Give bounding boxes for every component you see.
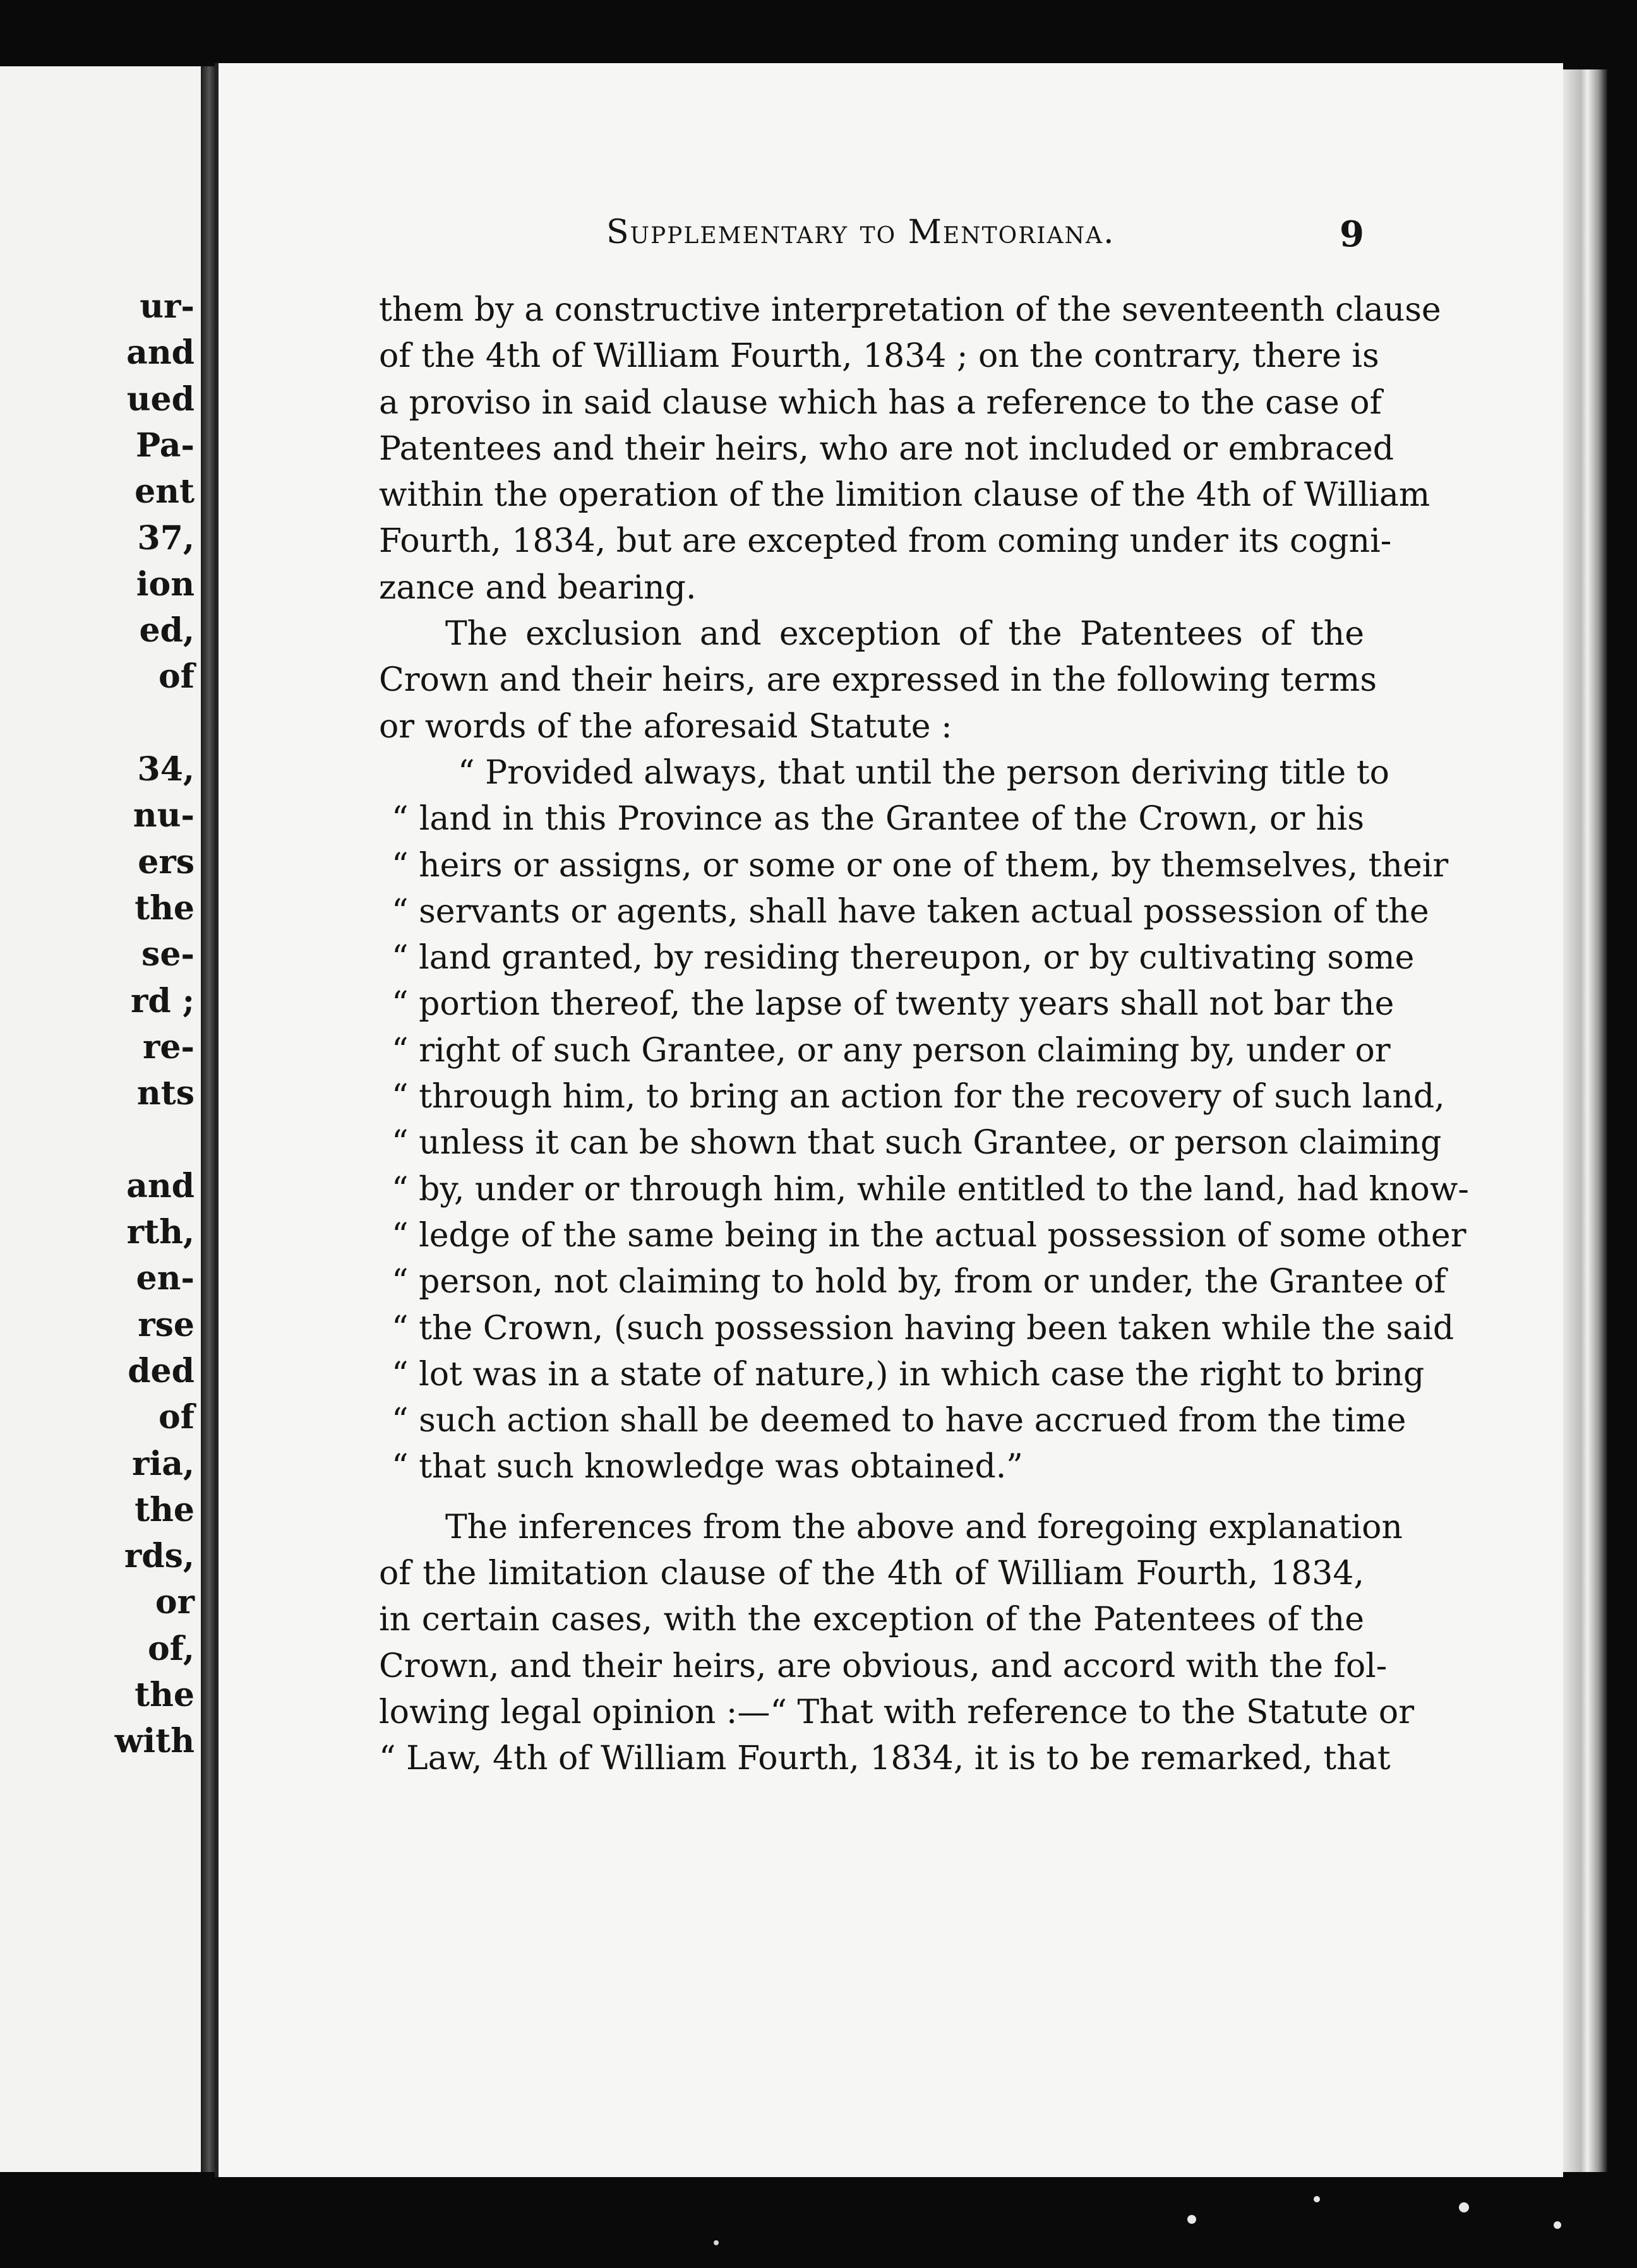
facing-page-fragment: ed,: [139, 611, 195, 650]
facing-page-fragment: en-: [136, 1259, 195, 1298]
text-line: The inferences from the above and foregoing explanation: [445, 1508, 1403, 1546]
facing-page-fragment: ers: [138, 842, 195, 881]
text-line: lowing legal opinion :—“ That with reference to the Statute or: [379, 1693, 1415, 1731]
statute-quotation: [379, 750, 1469, 1491]
facing-page-fragment: rth,: [126, 1213, 195, 1251]
book-gutter: [201, 66, 215, 2172]
facing-page-fragment: the: [135, 1490, 195, 1529]
paragraph-1: [379, 287, 1441, 611]
facing-page-fragment: of: [158, 1398, 195, 1437]
quote-line: “ Provided always, that until the person deriving title to: [458, 753, 1389, 792]
text-line: The exclusion and exception of the Patentees of the: [445, 615, 1364, 654]
page-number: 9: [1340, 213, 1364, 255]
text-line: zance and bearing.: [379, 568, 697, 607]
text-line: them by a constructive interpretation of the seventeenth clause: [379, 291, 1441, 329]
quote-line: “ land in this Province as the Grantee of the Crown, or his: [392, 800, 1364, 839]
running-title: Supplementary to Mentoriana.: [606, 213, 1115, 251]
text-line: “ Law, 4th of William Fourth, 1834, it is to be remarked, that: [379, 1740, 1391, 1778]
facing-page-fragment: ria,: [132, 1444, 195, 1483]
facing-page-fragment: and: [126, 1166, 195, 1205]
facing-page-fragment: 34,: [137, 750, 195, 789]
text-line: of the limitation clause of the 4th of William Fourth, 1834,: [379, 1555, 1364, 1593]
facing-page-fragment: nts: [136, 1074, 195, 1113]
quote-line: “ ledge of the same being in the actual possession of some other: [392, 1216, 1466, 1255]
text-line: Patentees and their heirs, who are not included or embraced: [379, 429, 1394, 468]
page-edge: [1563, 69, 1607, 2172]
facing-page-fragment: of,: [147, 1629, 195, 1668]
page-header: [379, 213, 1364, 258]
quote-line: “ lot was in a state of nature,) in which case the right to bring: [392, 1355, 1425, 1394]
quote-line: “ by, under or through him, while entitled to the land, had know-: [392, 1170, 1469, 1209]
quote-line: “ person, not claiming to hold by, from or under, the Grantee of: [392, 1263, 1446, 1301]
text-line: Crown, and their heirs, are obvious, and accord with the fol-: [379, 1647, 1388, 1685]
facing-page-fragment: ent: [135, 472, 195, 511]
facing-page-fragment: ion: [136, 564, 195, 604]
facing-page-fragment: 37,: [137, 518, 195, 558]
text-line: in certain cases, with the exception of the Patentees of the: [379, 1601, 1364, 1639]
quote-line: “ right of such Grantee, or any person claiming by, under or: [392, 1031, 1391, 1070]
facing-page-text: [0, 66, 201, 2172]
text-line: within the operation of the limition clause of the 4th of William: [379, 476, 1430, 515]
facing-page-fragment: nu-: [133, 796, 195, 835]
facing-page-fragment: the: [135, 1676, 195, 1714]
text-line: or words of the aforesaid Statute :: [379, 707, 952, 746]
paragraph-3: [379, 1505, 1415, 1782]
facing-page-fragment: the: [135, 888, 195, 928]
quote-line: “ through him, to bring an action for the recovery of such land,: [392, 1078, 1445, 1116]
quote-line: “ land granted, by residing thereupon, or by cultivating some: [392, 939, 1415, 977]
quote-line: “ unless it can be shown that such Grantee, or person claiming: [392, 1124, 1442, 1162]
facing-page-fragment: Pa-: [136, 426, 195, 465]
facing-page-fragment: se-: [141, 935, 195, 974]
quote-line: “ servants or agents, shall have taken actual possession of the: [392, 892, 1429, 931]
facing-page-fragment: ued: [126, 379, 195, 419]
text-line: a proviso in said clause which has a reference to the case of: [379, 383, 1382, 422]
facing-page: [0, 66, 201, 2172]
facing-page-fragment: rse: [138, 1305, 195, 1344]
facing-page-fragment: and: [126, 333, 195, 373]
text-line: of the 4th of William Fourth, 1834 ; on the contrary, there is: [379, 337, 1379, 376]
quote-line: “ that such knowledge was obtained.”: [392, 1448, 1023, 1486]
facing-page-fragment: ur-: [140, 287, 195, 326]
facing-page-fragment: ded: [128, 1351, 195, 1390]
text-line: Crown and their heirs, are expressed in the following terms: [379, 661, 1377, 700]
quote-line: “ portion thereof, the lapse of twenty years shall not bar the: [392, 985, 1394, 1024]
quote-line: “ such action shall be deemed to have accrued from the time: [392, 1402, 1406, 1440]
facing-page-fragment: re-: [142, 1027, 195, 1066]
facing-page-fragment: or: [155, 1583, 195, 1622]
quote-line: “ heirs or assigns, or some or one of them, by themselves, their: [392, 846, 1449, 885]
page-body: [379, 287, 1469, 1782]
facing-page-fragment: with: [114, 1722, 195, 1761]
facing-page-fragment: of: [158, 657, 195, 696]
facing-page-fragment: rds,: [124, 1537, 195, 1576]
scan-border: [0, 2177, 1637, 2268]
quote-line: “ the Crown, (such possession having been taken while the said: [392, 1309, 1454, 1347]
paragraph-2: [379, 611, 1377, 750]
text-line: Fourth, 1834, but are excepted from coming under its cogni-: [379, 522, 1392, 561]
facing-page-fragment: rd ;: [130, 981, 195, 1020]
